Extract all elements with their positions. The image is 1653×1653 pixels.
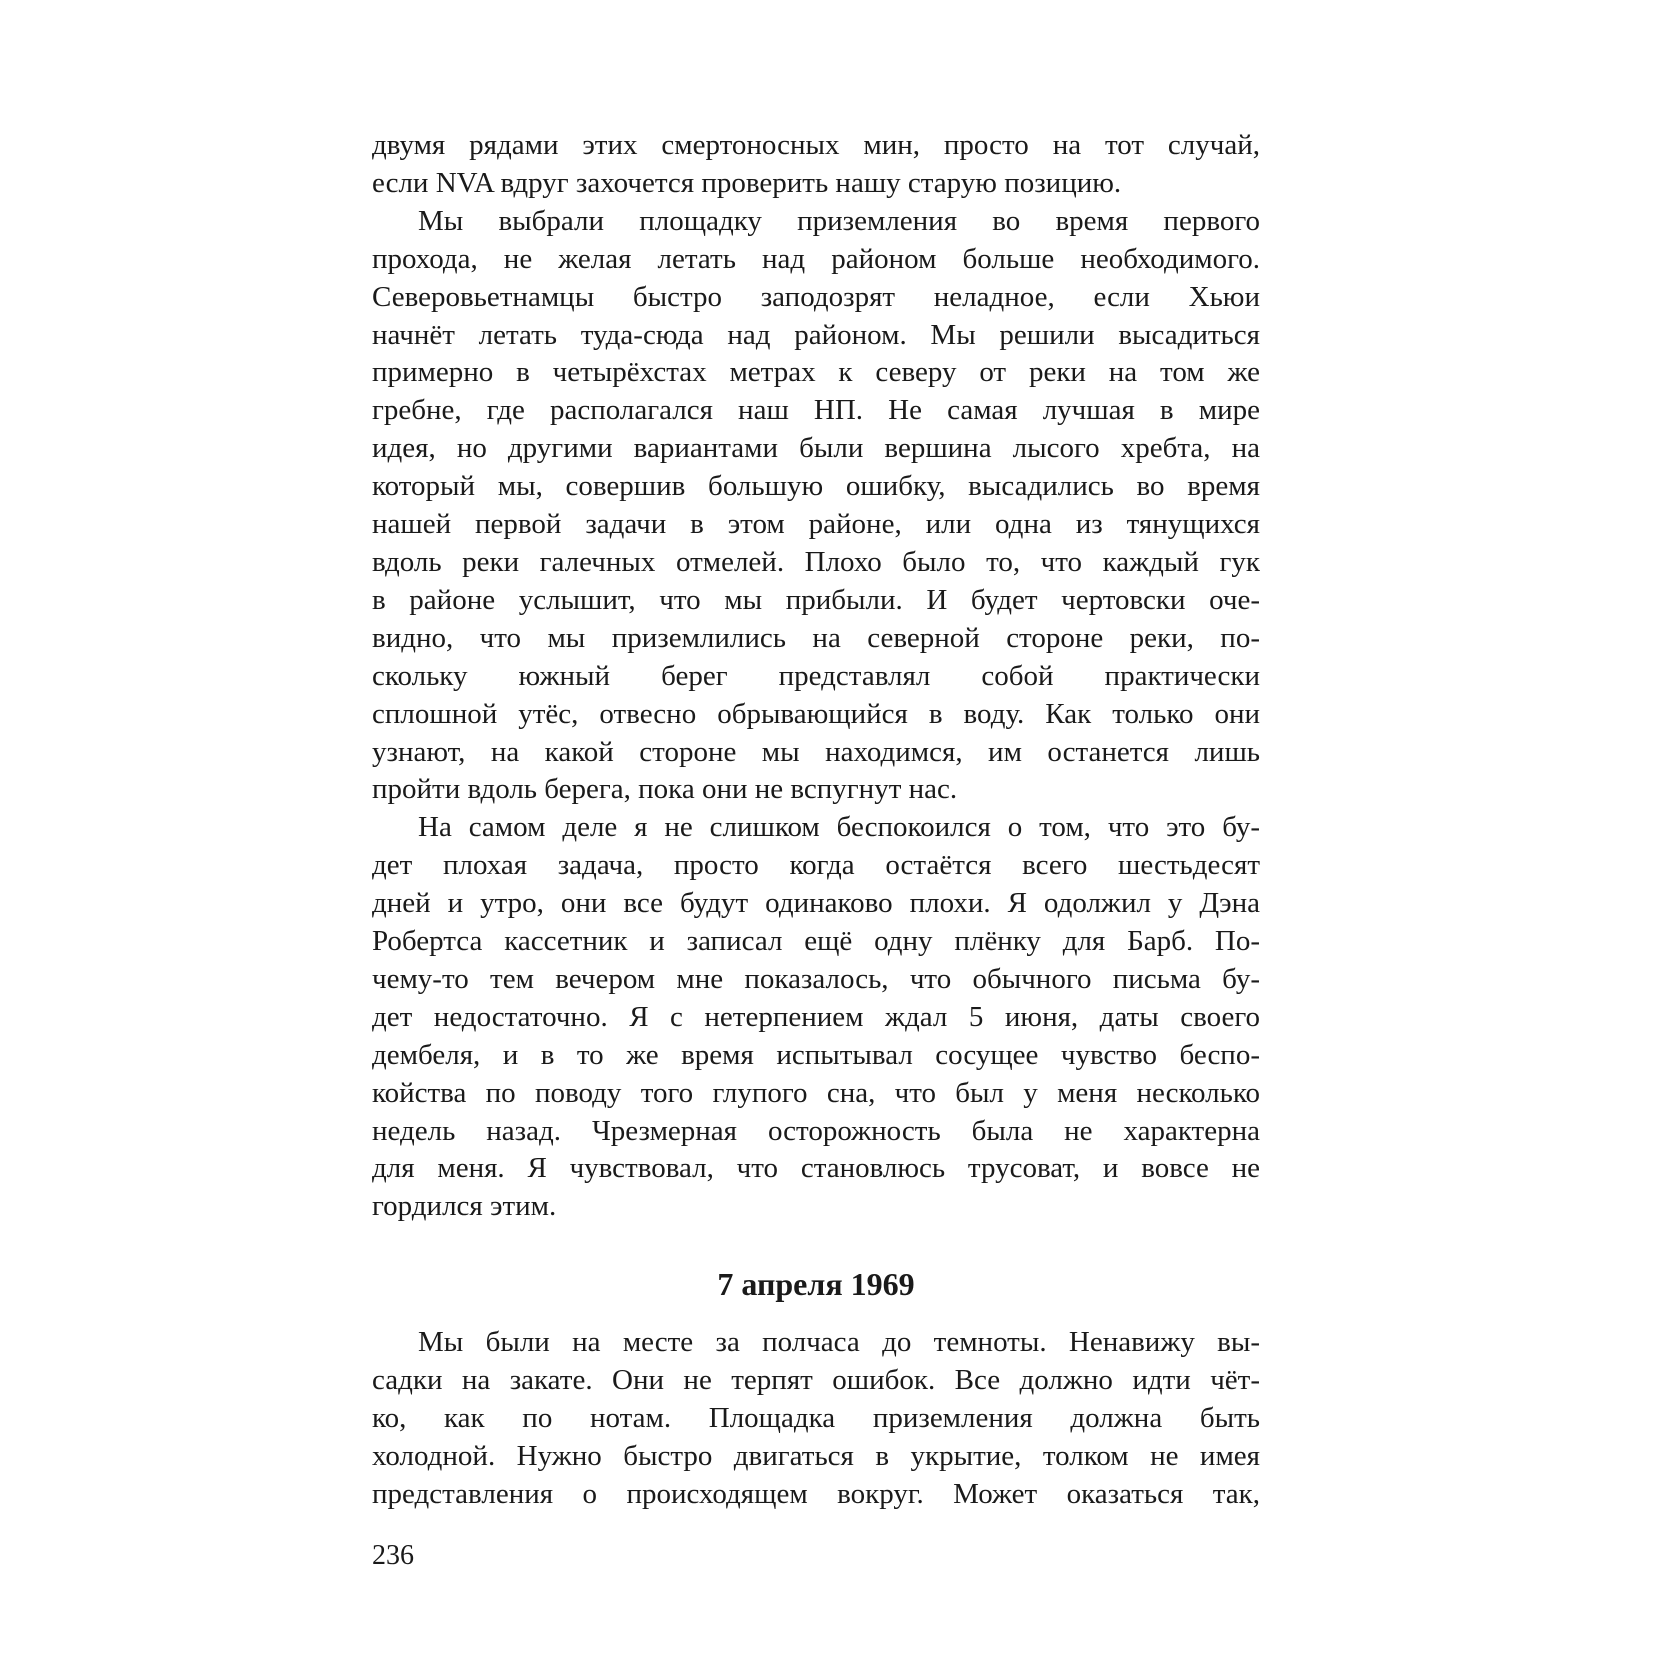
text-line: недель назад. Чрезмерная осторожность была не характерна [372,1114,1260,1147]
text-line: для меня. Я чувствовал, что становлюсь трусоват, и вовсе не [372,1152,1260,1185]
text-line: Робертса кассетник и записал ещё одну плёнку для Барб. По- [372,925,1260,958]
text-line: Мы выбрали площадку приземления во время первого [418,204,1260,237]
text-line: холодной. Нужно быстро двигаться в укрытие, толком не имея [372,1440,1260,1472]
text-line: дет недостаточно. Я с нетерпением ждал 5 июня, даты своего [372,1000,1260,1033]
text-line: прохода, не желая летать над районом больше необходимого. [372,242,1260,275]
paragraph [372,1324,1260,1514]
text-line: начнёт летать туда-сюда над районом. Мы решили высадиться [372,318,1260,351]
text-line: Северовьетнамцы быстро заподозрят неладное, если Хьюи [372,280,1260,313]
paragraph [372,809,1260,1226]
text-line: двумя рядами этих смертоносных мин, просто на тот случай, [372,129,1260,161]
text-line: сплошной утёс, отвесно обрывающийся в воду. Как только они [372,697,1260,730]
text-line: который мы, совершив большую ошибку, высадились во время [372,470,1260,503]
text-line: гребне, где располагался наш НП. Не самая лучшая в мире [372,394,1260,427]
text-line: примерно в четырёхстах метрах к северу от реки на том же [372,356,1260,389]
text-line: дней и утро, они все будут одинаково плохи. Я одолжил у Дэна [372,887,1260,920]
text-line: садки на закате. Они не терпят ошибок. Все должно идти чёт- [372,1364,1260,1397]
page-number: 236 [372,1540,414,1571]
text-line: представления о происходящем вокруг. Может оказаться так, [372,1477,1260,1510]
text-line: если NVA вдруг захочется проверить нашу старую позицию. [372,166,1122,199]
text-line: чему-то тем вечером мне показалось, что обычного письма бу- [372,962,1260,995]
text-line: ко, как по нотам. Площадка приземления должна быть [372,1402,1260,1435]
text-line: узнают, на какой стороне мы находимся, им останется лишь [372,735,1260,768]
body-text-before-heading [372,127,1260,1226]
text-line: в районе услышит, что мы прибыли. И будет чертовски оче- [372,583,1260,616]
text-line: идея, но другими вариантами были вершина лысого хребта, на [372,432,1260,465]
text-line: скольку южный берег представлял собой практически [372,659,1260,692]
text-line: дет плохая задача, просто когда остаётся всего шестьдесят [372,849,1260,882]
text-line: дембеля, и в то же время испытывал сосущее чувство беспо- [372,1038,1260,1071]
text-line: На самом деле я не слишком беспокоился о том, что это бу- [418,811,1260,844]
page-body [372,127,1260,1514]
paragraph [372,203,1260,810]
text-line: гордился этим. [372,1190,557,1223]
text-line: койства по поводу того глупого сна, что был у меня несколько [372,1076,1260,1109]
paragraph [372,127,1260,203]
text-line: видно, что мы приземлились на северной стороне реки, по- [372,621,1260,654]
section-heading: 7 апреля 1969 [717,1266,915,1303]
text-line: вдоль реки галечных отмелей. Плохо было то, что каждый гук [372,545,1260,578]
text-line: Мы были на месте за полчаса до темноты. Ненавижу вы- [418,1326,1260,1359]
text-line: нашей первой задачи в этом районе, или одна из тянущихся [372,508,1260,541]
body-text-after-heading [372,1324,1260,1514]
text-line: пройти вдоль берега, пока они не вспугнут нас. [372,773,958,806]
